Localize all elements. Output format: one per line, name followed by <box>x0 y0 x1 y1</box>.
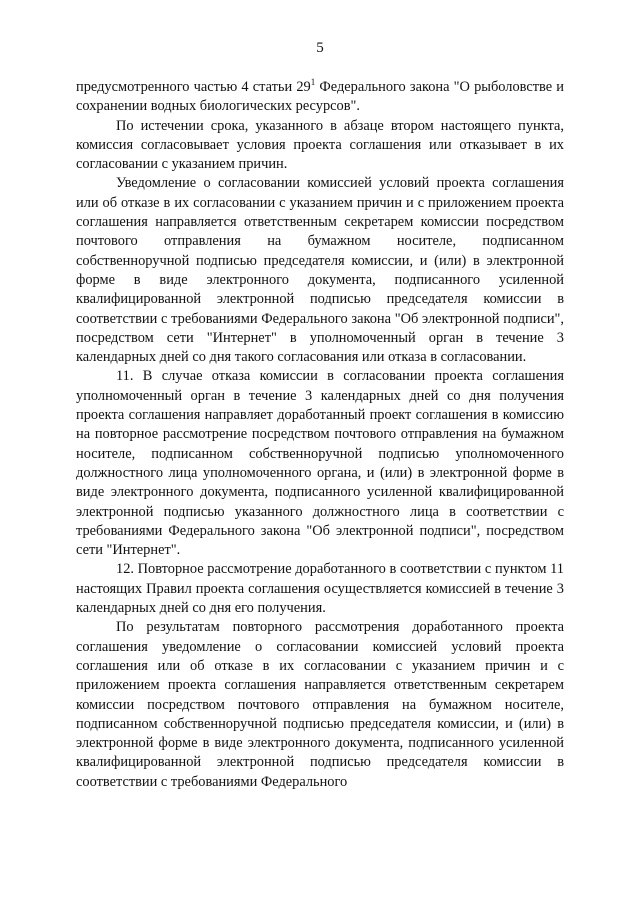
superscript-mark: 1 <box>310 77 316 87</box>
paragraph-item-12: 12. Повторное рассмотрение доработанного в соответствии с пунктом 11 настоящих Правил проекта соглашения осуществляется комиссией в течение 3 календарных дней со дня его получения. <box>76 561 564 617</box>
paragraph-text: предусмотренного частью 4 статьи 29 <box>76 79 311 95</box>
document-body <box>76 78 564 792</box>
paragraph-item-11: 11. В случае отказа комиссии в согласовании проекта соглашения уполномоченный орган в течение 3 календарных дней со дня получения проекта соглашения направляет доработанный проект соглашения в комиссию на повторное рассмотрение посредством почтового отправления на бумажном носителе, подписанном собственноручной подписью уполномоченного должностного лица уполномоченного органа, и (или) в электронной форме в виде электронного документа, подписанного усиленной квалифицированной электронной подписью указанного должностного лица в соответствии с требованиями Федерального закона "Об электронной подписи", посредством сети "Интернет". <box>76 368 564 559</box>
paragraph: По истечении срока, указанного в абзаце втором настоящего пункта, комиссия согласовывает условия проекта соглашения или отказывает в их согласовании с указанием причин. <box>76 117 564 173</box>
paragraph: По результатам повторного рассмотрения доработанного проекта соглашения уведомление о согласовании комиссией условий проекта соглашения или об отказе в их согласовании с указанием причин и с приложением проекта соглашения направляется ответственным секретарем комиссии посредством почтового отправления на бумажном носителе, подписанном собственноручной подписью председателя комиссии, и (или) в электронной форме в виде электронного документа, подписанного усиленной квалифицированной электронной подписью председателя комиссии в соответствии с требованиями Федерального <box>76 619 564 790</box>
paragraph-continuation <box>76 78 564 117</box>
paragraph: Уведомление о согласовании комиссией условий проекта соглашения или об отказе в их согласовании с указанием причин и с приложением проекта соглашения направляется ответственным секретарем комиссии посредством почтового отправления на бумажном носителе, подписанном собственноручной подписью председателя комиссии, и (или) в электронной форме в виде электронного документа, подписанного усиленной квалифицированной электронной подписью председателя комиссии в соответствии с требованиями Федерального закона "Об электронной подписи", посредством сети "Интернет" в уполномоченный орган в течение 3 календарных дней со дня такого согласования или отказа в согласовании. <box>76 175 564 366</box>
page-number: 5 <box>316 40 324 56</box>
paragraph-text: Федерального закона "О рыболовстве и сохранении водных биологических ресурсов". <box>76 79 564 115</box>
